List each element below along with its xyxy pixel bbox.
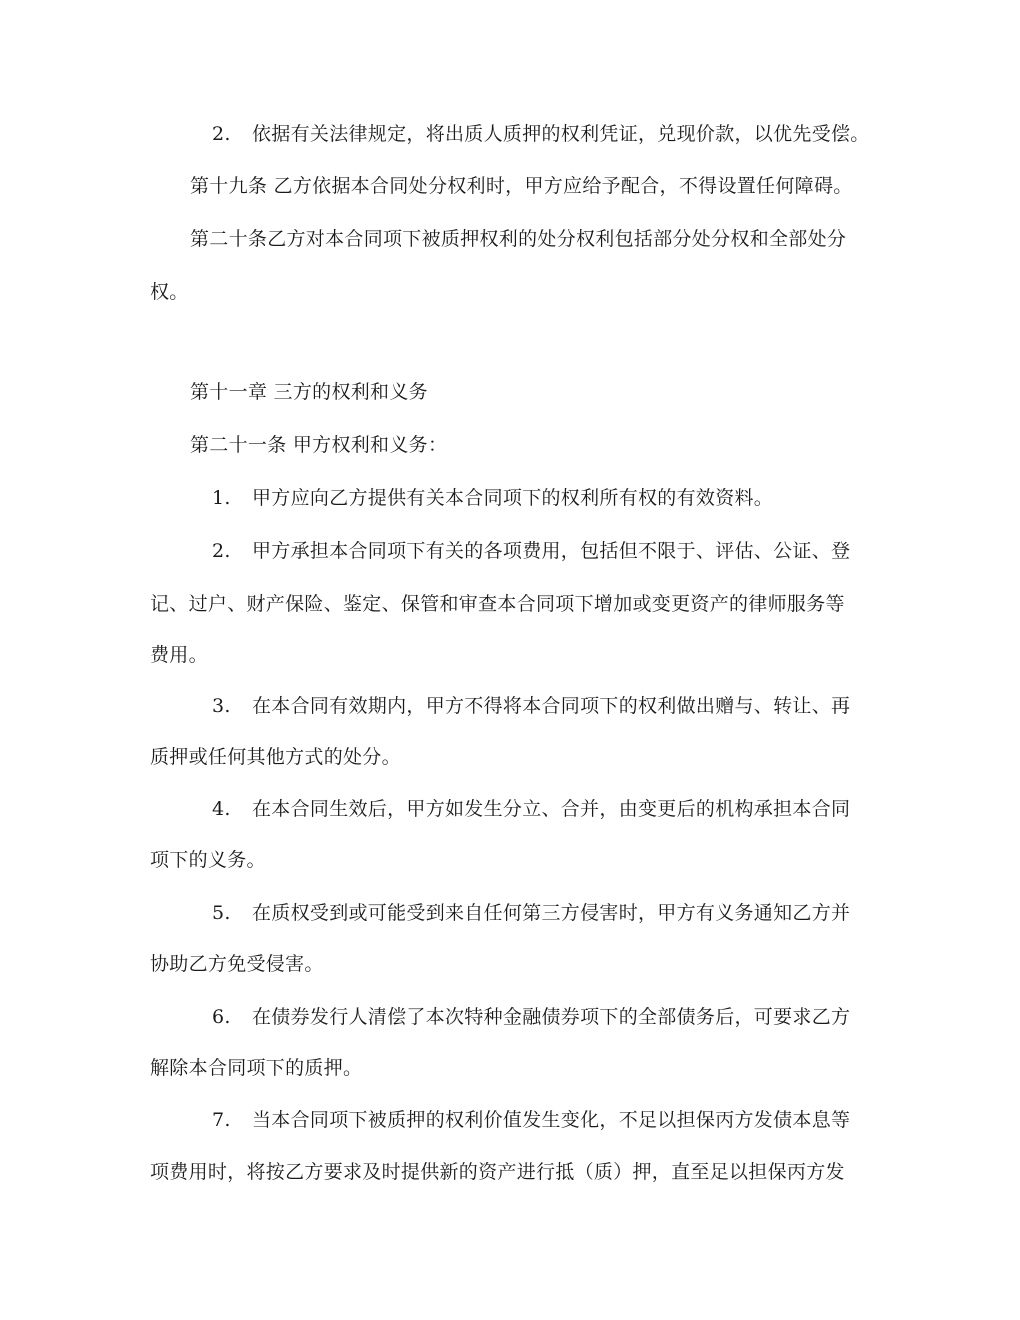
paragraph-line — [190, 227, 846, 251]
paragraph-line — [212, 539, 850, 563]
line-text: 在本合同生效后，甲方如发生分立、合并，由变更后的机构承担本合同 — [252, 798, 851, 820]
line-text: 甲方承担本合同项下有关的各项费用，包括但不限于、评估、公证、登 — [252, 540, 851, 562]
paragraph-line — [212, 797, 850, 821]
list-number: 3. — [212, 695, 231, 717]
list-number: 2. — [212, 540, 231, 562]
list-number: 2. — [212, 123, 231, 145]
paragraph-line — [150, 1056, 362, 1080]
paragraph-line — [212, 1005, 850, 1029]
line-text: 第二十条乙方对本合同项下被质押权利的处分权利包括部分处分权和全部处分 — [190, 228, 847, 250]
line-text: 第十一章 三方的权利和义务 — [190, 381, 428, 403]
paragraph-line — [150, 280, 189, 304]
paragraph-line — [212, 694, 850, 718]
line-text: 解除本合同项下的质押。 — [150, 1057, 363, 1079]
paragraph-line — [150, 592, 845, 616]
paragraph-line — [150, 1160, 845, 1184]
line-text: 质押或任何其他方式的处分。 — [150, 746, 401, 768]
line-text: 第十九条 乙方依据本合同处分权利时，甲方应给予配合，不得设置任何障碍。 — [190, 175, 853, 197]
paragraph-line — [212, 1108, 850, 1132]
paragraph-line — [190, 174, 853, 198]
line-text: 项下的义务。 — [150, 849, 266, 871]
list-number: 1. — [212, 487, 231, 509]
paragraph-line — [212, 901, 850, 925]
list-number: 6. — [212, 1006, 231, 1028]
paragraph-line — [150, 745, 401, 769]
line-text: 权。 — [150, 281, 189, 303]
article-heading — [190, 433, 447, 457]
line-text: 在债券发行人清偿了本次特种金融债券项下的全部债务后，可要求乙方 — [252, 1006, 851, 1028]
line-text: 协助乙方免受侵害。 — [150, 953, 324, 975]
line-text: 记、过户、财产保险、鉴定、保管和审查本合同项下增加或变更资产的律师服务等 — [150, 593, 845, 615]
line-text: 当本合同项下被质押的权利价值发生变化，不足以担保丙方发债本息等 — [252, 1109, 851, 1131]
paragraph-line — [150, 952, 324, 976]
line-text: 项费用时，将按乙方要求及时提供新的资产进行抵（质）押，直至足以担保丙方发 — [150, 1161, 845, 1183]
paragraph-line — [212, 486, 773, 510]
line-text: 在质权受到或可能受到来自任何第三方侵害时，甲方有义务通知乙方并 — [252, 902, 851, 924]
paragraph-line — [212, 122, 870, 146]
paragraph-line — [150, 848, 266, 872]
list-number: 4. — [212, 798, 231, 820]
line-text: 第二十一条 甲方权利和义务： — [190, 434, 448, 456]
line-text: 甲方应向乙方提供有关本合同项下的权利所有权的有效资料。 — [252, 487, 774, 509]
line-text: 依据有关法律规定，将出质人质押的权利凭证，兑现价款，以优先受偿。 — [252, 123, 870, 145]
list-number: 5. — [212, 902, 231, 924]
list-number: 7. — [212, 1109, 231, 1131]
line-text: 在本合同有效期内，甲方不得将本合同项下的权利做出赠与、转让、再 — [252, 695, 851, 717]
paragraph-line — [150, 643, 208, 667]
chapter-heading — [190, 380, 428, 404]
line-text: 费用。 — [150, 644, 208, 666]
